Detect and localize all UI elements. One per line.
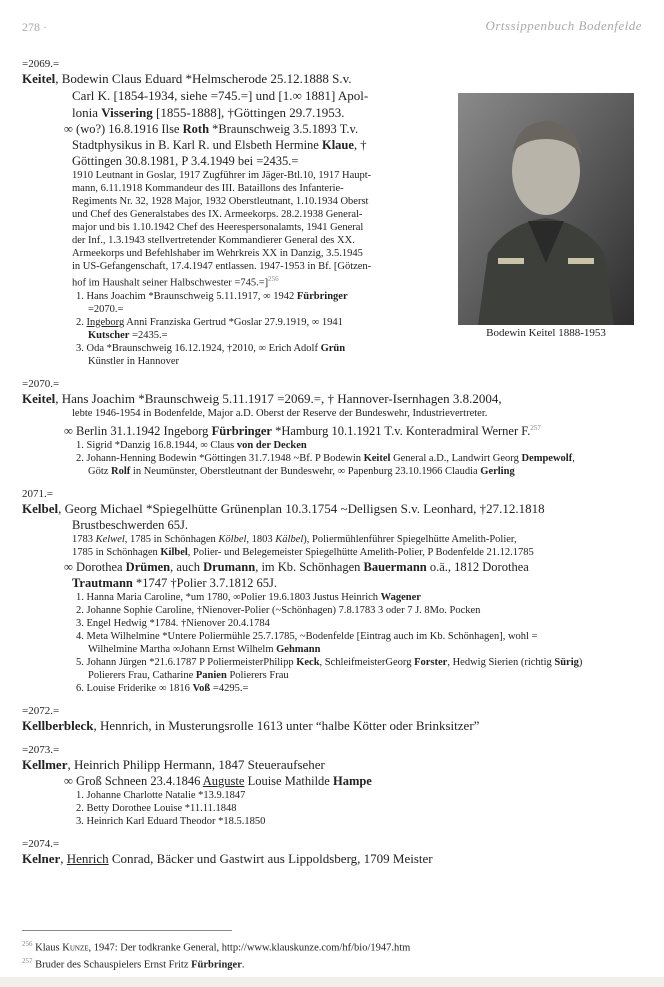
photo-caption: Bodewin Keitel 1888-1953 <box>486 327 606 339</box>
biography <box>22 169 442 290</box>
surname: Keitel <box>22 71 56 86</box>
text: , 1803 <box>246 533 276 545</box>
text: , SchleifmeisterGeorg <box>319 656 415 668</box>
bio-line: 1910 Leutnant in Goslar, 1917 Zugführer im Jäger-Btl.10, 1917 Haupt- <box>72 170 372 181</box>
text: , <box>572 452 575 464</box>
text: , auch <box>170 559 204 574</box>
surname: Vissering <box>101 105 153 120</box>
surname: Drumann <box>203 559 256 574</box>
text: Stadtphysikus in B. Karl R. und Elsbeth Hermine <box>72 138 322 152</box>
given-name: Ingeborg <box>86 316 125 328</box>
entry-headline <box>22 500 644 517</box>
text: , im Kb. Schönhagen <box>255 559 364 574</box>
text: ), Poliermühlenführer Spiegelhütte Amelith-Polier, <box>303 533 517 545</box>
marriage-line <box>22 137 644 153</box>
footnote-link[interactable]: , 1947: Der todkranke General, http://www.klauskunze.com/hf/bio/1947.htm <box>88 942 411 954</box>
cross-ref[interactable]: =2435.= <box>129 329 168 341</box>
surname: Keck <box>296 656 320 668</box>
footnote-number: 256 <box>22 940 33 948</box>
text: ∞ Berlin 31.1.1942 Ingeborg <box>64 423 212 438</box>
text: Polierers Frau, Catharine <box>88 669 196 681</box>
marriage-line: Göttingen 30.8.1981, P 3.4.1949 bei =2435.= <box>72 154 299 168</box>
surname: Trautmann <box>72 575 133 590</box>
children-list <box>22 591 644 695</box>
children-list <box>22 290 644 368</box>
entry-id: =2074.= <box>22 837 60 850</box>
entry-id: =2072.= <box>22 704 60 717</box>
entry-headline <box>22 850 644 867</box>
page-bottom-edge <box>0 977 664 987</box>
entry-headline <box>22 390 644 407</box>
page-header <box>22 18 642 38</box>
surname: Fürbringer <box>296 290 348 302</box>
surname: Gerling <box>480 465 515 477</box>
entry-id: =2073.= <box>22 743 60 756</box>
text: , Polier- und Belegemeister Spiegelhütte Amelith-Polier, P Bodenfelde 21.12.1785 <box>187 546 534 558</box>
given-name: Auguste <box>202 773 245 788</box>
surname: Fürbringer <box>211 423 272 438</box>
list-item: 4. Meta Wilhelmine *Untere Poliermühle 25.7.1785, ~Bodenfelde [Eintrag auch im Kb. Schönhagen], wohl = <box>76 630 538 642</box>
list-item: 2. Betty Dorothee Louise *11.11.1848 <box>76 802 237 814</box>
list-item: 2. Johanne Sophie Caroline, †Nienover-Polier (~Schönhagen) 7.8.1783 3 oder 7 J. 8Mo. Pocken <box>76 604 481 616</box>
footnote-257 <box>22 955 642 972</box>
text: *Braunschweig 3.5.1893 T.v. <box>209 122 359 136</box>
footnote-256 <box>22 938 642 955</box>
text: 1785 in Schönhagen <box>72 546 161 558</box>
text: [1855-1888], †Göttingen 29.7.1953. <box>152 105 345 120</box>
text: General a.D., Landwirt Georg <box>390 452 522 464</box>
list-item: 3. Heinrich Karl Eduard Theodor *18.5.1850 <box>76 815 266 827</box>
name-variant: Kölbel <box>218 533 247 545</box>
document-body <box>22 58 644 867</box>
text: 6. Louise Friderike ∞ 1816 <box>76 682 193 694</box>
text: ∞ (wo?) 16.8.1916 Ilse <box>64 122 183 136</box>
list-item <box>76 669 644 682</box>
surname: Gehmann <box>276 643 321 655</box>
running-title: Ortssippenbuch Bodenfelde <box>485 18 642 33</box>
text: 1. Hanna Maria Caroline, *um 1780, ∞Polier 19.6.1803 Justus Heinrich <box>76 591 381 603</box>
entry-headline <box>22 756 644 773</box>
text: 1. Sigrid *Danzig 16.8.1944, ∞ Claus <box>76 439 237 451</box>
surname: Voß <box>192 682 211 694</box>
entry-line <box>22 533 644 546</box>
text: , 1785 in Schönhagen <box>124 533 219 545</box>
text: 2. <box>76 316 87 328</box>
headline-text: , Hans Joachim *Braunschweig 5.11.1917 =2069.=, † Hannover-Isernhagen 3.8.2004, <box>55 390 502 406</box>
marriage-line <box>22 575 644 591</box>
text: 5. Johann Jürgen *21.6.1787 P PoliermeisterPhilipp <box>76 656 297 668</box>
surname: Kellberbleck <box>22 717 94 733</box>
marriage-line <box>22 121 644 137</box>
surname: Kutscher <box>88 329 130 341</box>
list-item <box>76 439 644 452</box>
surname: Dempewolf <box>521 452 573 464</box>
children-list <box>22 789 644 828</box>
children-list <box>22 439 644 478</box>
surname: Klaue <box>321 138 354 152</box>
headline-text: , Heinrich Philipp Hermann, 1847 Steueraufseher <box>67 756 325 772</box>
entry-id: =2069.= <box>22 58 60 70</box>
text: ∞ Groß Schneen 23.4.1846 <box>64 773 203 788</box>
entry-line: Brustbeschwerden 65J. <box>72 517 188 532</box>
surname: Wagener <box>380 591 421 603</box>
surname: Roth <box>182 122 210 136</box>
list-item <box>76 290 644 303</box>
marriage-line <box>22 559 644 575</box>
text: 3. Oda *Braunschweig 16.12.1924, †2010, ∞ Erich Adolf <box>76 342 321 354</box>
list-item: 1. Johanne Charlotte Natalie *13.9.1847 <box>76 789 246 801</box>
list-item <box>76 452 644 465</box>
text: in Neumünster, Oberstleutnant der Bundeswehr, ∞ Papenburg 23.10.1966 Claudia <box>130 465 481 477</box>
surname: Sürig <box>554 656 579 668</box>
text: 1783 <box>72 533 96 545</box>
surname: Drümen <box>125 559 171 574</box>
text: ∞ Dorothea <box>64 559 126 574</box>
text: o.ä., 1812 Dorothea <box>426 559 529 574</box>
bio-line <box>72 273 442 290</box>
list-item <box>76 465 644 478</box>
list-item <box>76 643 644 656</box>
text: , Hedwig Sierien (richtig <box>447 656 555 668</box>
footnote-divider <box>22 930 232 931</box>
bio-line: major und bis 1.10.1942 Chef des Heerespersonalamts, 1941 General <box>72 222 364 233</box>
entry-line: Carl K. [1854-1934, siehe =745.=] und [1.∞ 1881] Apol- <box>72 88 369 103</box>
text: Louise Mathilde <box>244 773 333 788</box>
bio-line: Armeekorps und Befehlshaber im Wehrkreis XX in Danzig, 3.5.1945 <box>72 248 363 259</box>
list-item <box>76 682 644 695</box>
text: Götz <box>88 465 112 477</box>
text: lonia <box>72 105 102 120</box>
footnote-ref[interactable]: 257 <box>530 423 541 432</box>
entry-line <box>22 104 644 121</box>
text: , <box>60 850 67 866</box>
text: 1. Hans Joachim *Braunschweig 5.11.1917, ∞ 1942 <box>76 290 297 302</box>
headline-text: , Hennrich, in Musterungsrolle 1613 unter “halbe Kötter oder Brinksitzer” <box>93 717 480 733</box>
text: . <box>241 959 245 971</box>
surname: Kelner <box>22 850 61 866</box>
surname: Fürbringer <box>191 959 242 971</box>
marriage-line <box>22 420 644 439</box>
headline-text: Conrad, Bäcker und Gastwirt aus Lippoldsberg, 1709 Meister <box>108 850 433 866</box>
given-name: Henrich <box>66 850 109 866</box>
footnote-number: 257 <box>22 957 33 965</box>
text: ) <box>578 656 583 668</box>
bio-line: mann, 6.11.1918 Kommandeur des III. Bataillons des Infanterie- <box>72 183 344 194</box>
surname: Kelbel <box>22 500 59 516</box>
cross-ref[interactable]: =4295.= <box>210 682 249 694</box>
list-item <box>76 656 644 669</box>
entry-id: =2070.= <box>22 377 60 390</box>
footnote-ref[interactable]: 256 <box>268 275 279 283</box>
surname: Bauermann <box>363 559 427 574</box>
marriage-line <box>22 773 644 789</box>
surname: Grün <box>320 342 346 354</box>
surname: Kellmer <box>22 756 68 772</box>
surname: Kilbel <box>160 546 188 558</box>
entry-headline <box>22 70 644 87</box>
list-item[interactable]: =2070.= <box>88 303 124 315</box>
entry-id: 2071.= <box>22 487 53 500</box>
list-item: Künstler in Hannover <box>88 355 179 367</box>
entry-line: lebte 1946-1954 in Bodenfelde, Major a.D. Oberst der Reserve der Bundeswehr, Industrievertreter. <box>72 407 488 419</box>
list-item <box>76 316 644 329</box>
headline-text: , Georg Michael *Spiegelhütte Grünenplan 10.3.1754 ~Delligsen S.v. Leonhard, †27.12.1818 <box>58 500 545 516</box>
surname: Forster <box>414 656 448 668</box>
surname: Hampe <box>332 773 372 788</box>
text: Anni Franziska Gertrud *Goslar 27.9.1919, ∞ 1941 <box>124 316 343 328</box>
entry-headline <box>22 717 644 734</box>
bio-line: der Inf., 1.3.1943 stellvertretender Kommandierer General des XX. <box>72 235 355 246</box>
list-item <box>76 329 644 342</box>
surname: von der Decken <box>236 439 307 451</box>
list-item <box>76 591 644 604</box>
surname: Panien <box>195 669 227 681</box>
surname: Keitel <box>22 390 56 406</box>
text: Bruder des Schauspielers Ernst Fritz <box>35 959 192 971</box>
list-item <box>76 342 644 355</box>
bio-line: Regiments Nr. 32, 1928 Major, 1932 Oberstleutnant, 1.10.1934 Oberst <box>72 196 369 207</box>
bio-line: in US-Gefangenschaft, 17.4.1947 entlassen. 1947-1953 in Bf. [Götzen- <box>72 261 372 272</box>
list-item: 3. Engel Hedwig *1784. †Nienover 20.4.1784 <box>76 617 270 629</box>
name-variant: Kelwel <box>95 533 125 545</box>
text: Polierers Frau <box>226 669 289 681</box>
bio-line: und Chef des Generalstabes des IX. Armeekorps. 28.2.1938 General- <box>72 209 363 220</box>
text: *Hamburg 10.1.1921 T.v. Konteradmiral Werner F. <box>271 423 531 438</box>
surname: Keitel <box>363 452 391 464</box>
surname: Rolf <box>111 465 131 477</box>
page-number: 278 · <box>22 20 47 34</box>
name-variant: Kälbel <box>275 533 304 545</box>
text: , † <box>353 138 367 152</box>
headline-text: , Bodewin Claus Eduard *Helmscherode 25.12.1888 S.v. <box>55 71 352 86</box>
text: Klaus <box>35 942 63 954</box>
text: *1747 †Polier 3.7.1812 65J. <box>132 575 277 590</box>
text: Wilhelmine Martha ∞Johann Ernst Wilhelm <box>88 643 277 655</box>
text: hof im Haushalt seiner Halbschwester =745.=] <box>72 277 269 289</box>
text: 2. Johann-Henning Bodewin *Göttingen 31.7.1948 ~Bf. P Bodewin <box>76 452 364 464</box>
entry-line <box>22 546 644 559</box>
author-name: Kunze <box>62 942 89 954</box>
